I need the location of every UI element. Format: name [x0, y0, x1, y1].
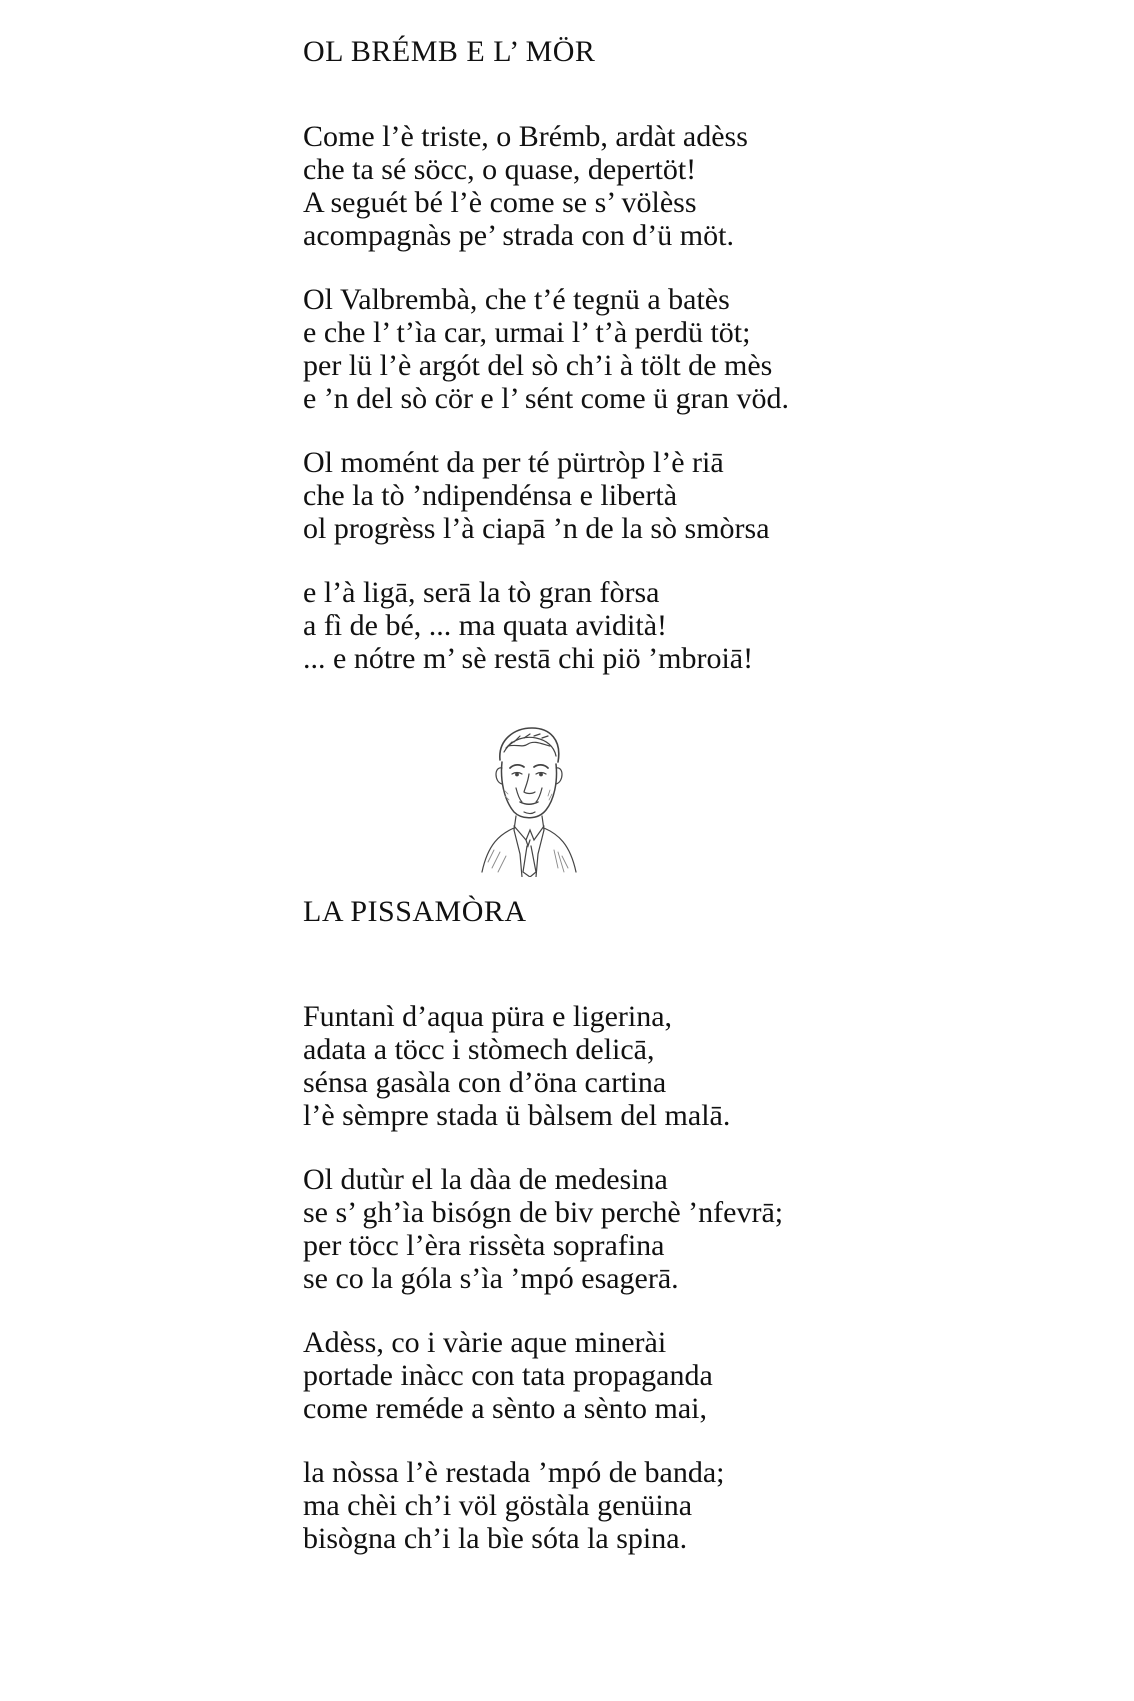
- poem-line: la nòssa l’è restada ’mpó de banda;: [303, 1456, 725, 1489]
- poem-line: ol progrèss l’à ciapā ’n de la sò smòrsa: [303, 512, 770, 545]
- poem-la-pissamora: [303, 894, 923, 1586]
- stanza: [303, 120, 923, 252]
- poem-line: ... e nótre m’ sè restā chi piö ’mbroiā!: [303, 642, 754, 675]
- portrait-drawing: [478, 722, 578, 877]
- poem-line: adata a töcc i stòmech delicā,: [303, 1033, 655, 1066]
- poem-line: e l’à ligā, serā la tò gran fòrsa: [303, 576, 660, 609]
- stanza: [303, 1000, 923, 1132]
- poem-line: se s’ gh’ìa bisógn de biv perchè ’nfevrā;: [303, 1196, 784, 1229]
- portrait-sketch-icon: [478, 722, 578, 877]
- poem-line: sénsa gasàla con d’öna cartina: [303, 1066, 667, 1099]
- stanza: [303, 446, 923, 545]
- poem-line: Adèss, co i vàrie aque minerài: [303, 1326, 667, 1359]
- stanza: [303, 1456, 923, 1555]
- stanza: [303, 576, 923, 675]
- poem-title: OL BRÉMB E L’ MÖR: [303, 35, 596, 68]
- poem-line: come reméde a sènto a sènto mai,: [303, 1392, 708, 1425]
- poem-line: l’è sèmpre stada ü bàlsem del malā.: [303, 1099, 731, 1132]
- poem-line: portade inàcc con tata propaganda: [303, 1359, 713, 1392]
- poem-line: per lü l’è argót del sò ch’i à tölt de mès: [303, 349, 773, 382]
- poem-line: acompagnàs pe’ strada con d’ü möt.: [303, 219, 734, 252]
- poem-line: e ’n del sò cör e l’ sént come ü gran vöd.: [303, 382, 789, 415]
- poem-line: a fì de bé, ... ma quata avidità!: [303, 609, 668, 642]
- poem-line: Come l’è triste, o Brémb, ardàt adèss: [303, 120, 748, 153]
- poem-line: bisògna ch’i la bìe sóta la spina.: [303, 1522, 688, 1555]
- poem-line: ma chèi ch’i völ göstàla genüina: [303, 1489, 693, 1522]
- stanza: [303, 1163, 923, 1295]
- poem-ol-bremb: [303, 34, 923, 706]
- stanza: [303, 1326, 923, 1425]
- poem-line: che ta sé söcc, o quase, depertöt!: [303, 153, 697, 186]
- poem-line: Ol dutùr el la dàa de medesina: [303, 1163, 668, 1196]
- stanza: [303, 283, 923, 415]
- poem-line: e che l’ t’ìa car, urmai l’ t’à perdü töt;: [303, 316, 751, 349]
- poem-line: se co la góla s’ìa ’mpó esagerā.: [303, 1262, 679, 1295]
- poem-line: per töcc l’èra rissèta soprafina: [303, 1229, 665, 1262]
- poem-line: Ol Valbrembà, che t’é tegnü a batès: [303, 283, 730, 316]
- poem-line: Ol momént da per té pürtròp l’è riā: [303, 446, 724, 479]
- poem-line: che la tò ’ndipendénsa e libertà: [303, 479, 678, 512]
- poem-title: LA PISSAMÒRA: [303, 895, 527, 928]
- poem-line: Funtanì d’aqua püra e ligerina,: [303, 1000, 673, 1033]
- poem-line: A seguét bé l’è come se s’ völèss: [303, 186, 697, 219]
